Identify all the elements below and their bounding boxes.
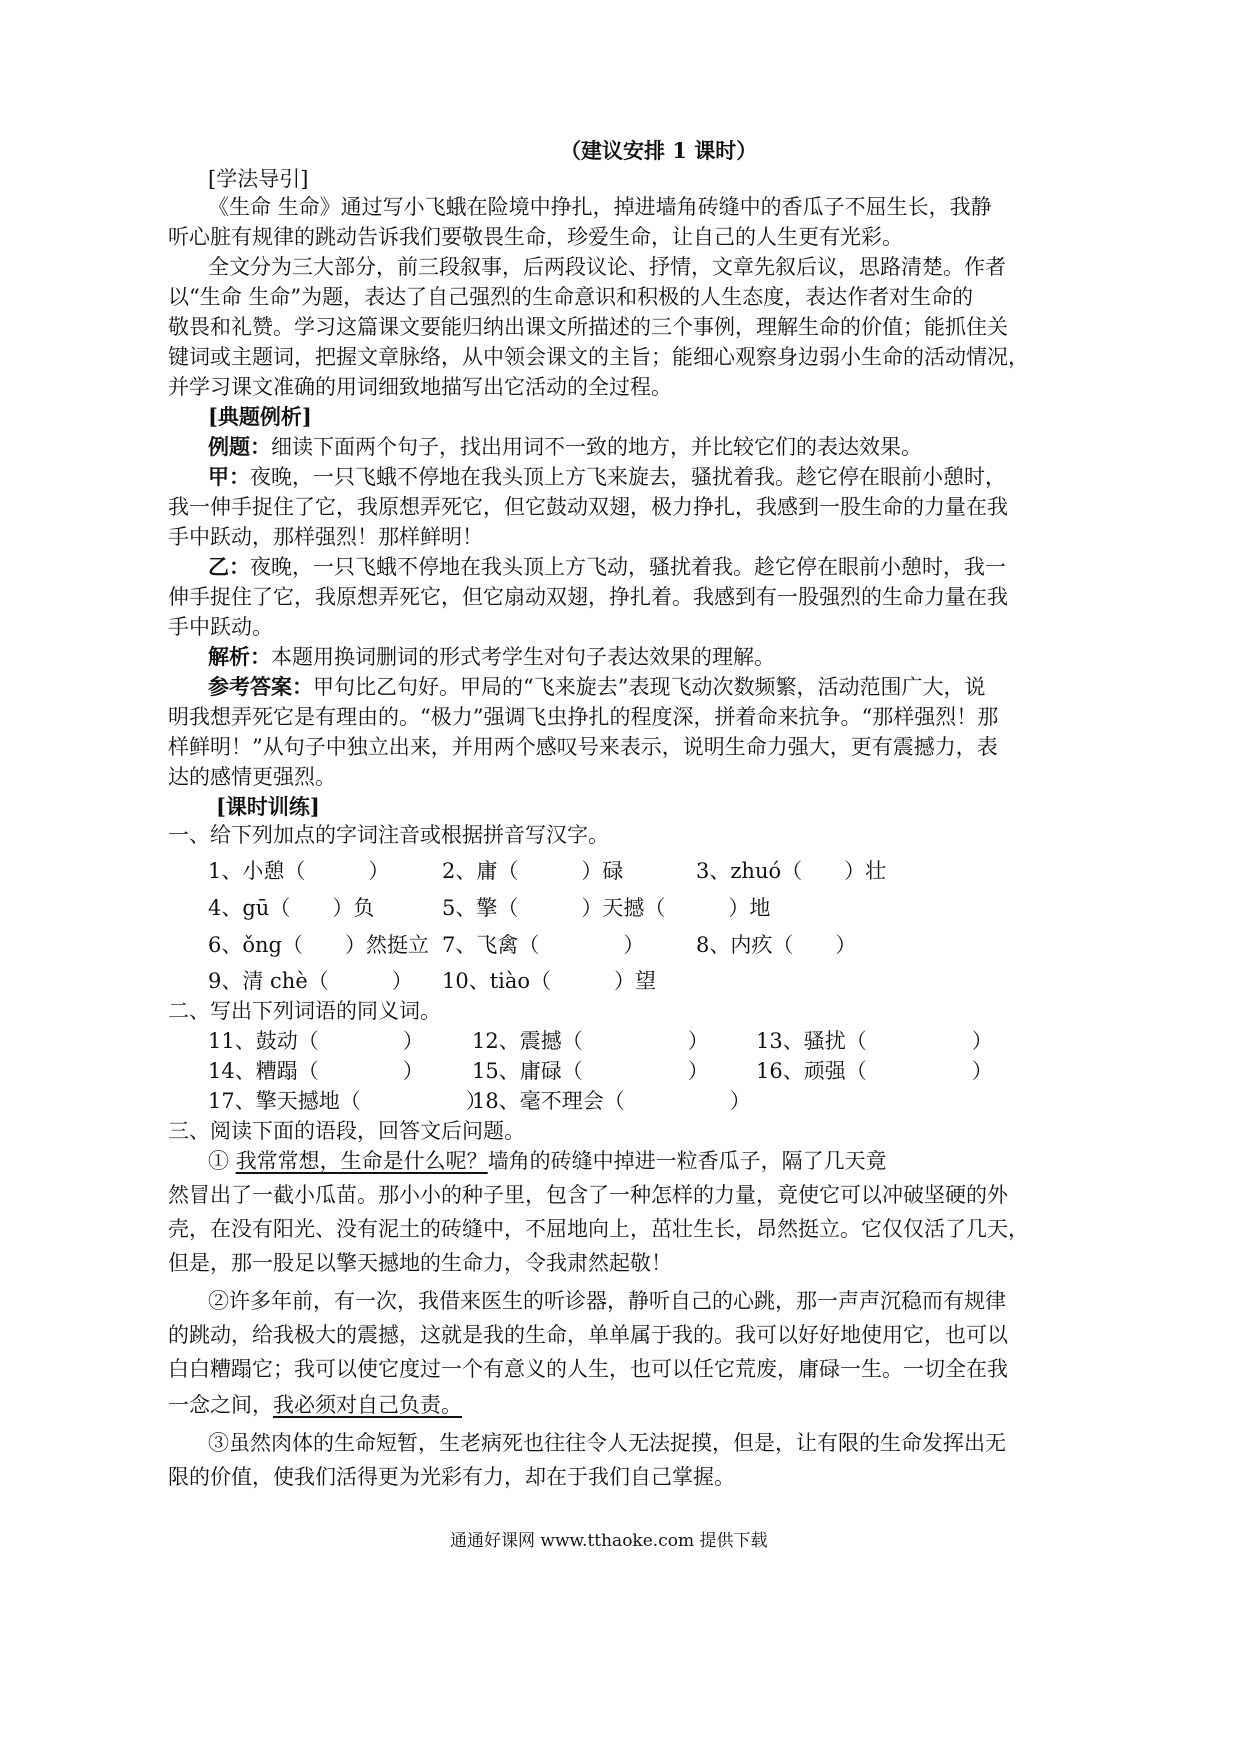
section-heading-example: [典题例析] — [208, 404, 312, 429]
jia-label: 甲： — [208, 464, 250, 489]
answer-line: 样鲜明！”从句子中独立出来，并用两个感叹号来表示，说明生命力强大，更有震撼力，表 — [168, 735, 998, 759]
paragraph-line: 听心脏有规律的跳动告诉我们要敬畏生命，珍爱生命，让自己的人生更有光彩。 — [168, 225, 903, 249]
q1-item: 10、tiào（ ）望 — [442, 969, 657, 993]
sentence-yi — [208, 552, 1006, 582]
q1-item: 3、zhuó（ ）壮 — [696, 859, 887, 883]
analysis-label: 解析： — [208, 644, 271, 669]
answer-line: 甲句比乙句好。甲局的“飞来旋去”表现飞动次数频繁，活动范围广大，说 — [313, 675, 986, 699]
reading-line: 然冒出了一截小瓜苗。那小小的种子里，包含了一种怎样的力量，竟使它可以冲破坚硬的外 — [168, 1183, 1008, 1207]
q2-item: 14、糟蹋（ ） — [208, 1059, 424, 1083]
reading-line: ②许多年前，有一次，我借来医生的听诊器，静听自己的心跳，那一声声沉稳而有规律 — [208, 1289, 1006, 1313]
section-heading-practice: [课时训练] — [216, 794, 320, 819]
answer-line: 达的感情更强烈。 — [168, 765, 336, 789]
answer-line: 明我想弄死它是有理由的。“极力”强调飞虫挣扎的程度深，拼着命来抗争。“那样强烈！那 — [168, 705, 999, 729]
yi-line: 手中跃动。 — [168, 615, 273, 639]
q1-item: 7、飞禽（ ） — [442, 933, 645, 957]
jia-line: 我一伸手捉住了它，我原想弄死它，但它鼓动双翅，极力挣扎，我感到一股生命的力量在我 — [168, 495, 1008, 519]
reading-paragraph-1 — [208, 1146, 887, 1176]
question-1-title: 一、给下列加点的字词注音或根据拼音写汉字。 — [168, 823, 609, 847]
reading-line: ③虽然肉体的生命短暂，生老病死也往往令人无法捉摸，但是，让有限的生命发挥出无 — [208, 1431, 1006, 1455]
reading-paragraph-2-end — [168, 1390, 462, 1420]
paragraph-line: 敬畏和礼赞。学习这篇课文要能归纳出课文所描述的三个事例，理解生命的价值；能抓住关 — [168, 315, 1008, 339]
q2-item: 15、庸碌（ ） — [472, 1059, 709, 1083]
yi-label: 乙： — [208, 554, 250, 579]
q1-item: 2、庸（ ）碌 — [442, 859, 624, 883]
q1-item: 8、内疚（ ） — [696, 933, 857, 957]
underlined-sentence: 我常常想，生命是什么呢？ — [235, 1149, 488, 1173]
answer-label: 参考答案： — [208, 674, 313, 699]
paragraph-line: 全文分为三大部分，前三段叙事，后两段议论、抒情，文章先叙后议，思路清楚。作者 — [208, 255, 1006, 279]
analysis — [208, 642, 775, 672]
jia-line: 夜晚，一只飞蛾不停地在我头顶上方飞来旋去，骚扰着我。趁它停在眼前小憩时， — [250, 465, 1006, 489]
q2-item: 13、骚扰（ ） — [756, 1029, 993, 1053]
q1-item: 4、gū（ ）负 — [208, 896, 375, 920]
section-heading-study-guide: [学法导引] — [208, 167, 309, 191]
question-2-title: 二、写出下列词语的同义词。 — [168, 999, 441, 1023]
reading-line: 但是，那一股足以擎天撼地的生命力，令我肃然起敬！ — [168, 1251, 672, 1275]
yi-line: 伸手捉住了它，我原想弄死它，但它扇动双翅，挣扎着。我感到有一股强烈的生命力量在我 — [168, 585, 1008, 609]
reading-line: 壳，在没有阳光、没有泥土的砖缝中，不屈地向上，茁壮生长，昂然挺立。它仅仅活了几天， — [168, 1217, 1029, 1241]
q2-item: 18、毫不理会（ ） — [472, 1089, 751, 1113]
q1-item: 6、ǒng（ ）然挺立 — [208, 933, 429, 957]
q2-item: 11、鼓动（ ） — [208, 1029, 424, 1053]
footer-text: 通通好课网 www.tthaoke.com 提供下载 — [450, 1531, 768, 1551]
paragraph-text: 一念之间， — [168, 1393, 273, 1417]
paragraph-number: ① — [208, 1149, 229, 1173]
paragraph-text: 墙角的砖缝中掉进一粒香瓜子，隔了几天竟 — [487, 1149, 887, 1173]
q2-item: 12、震撼（ ） — [472, 1029, 709, 1053]
paragraph-line: 并学习课文准确的用词细致地描写出它活动的全过程。 — [168, 375, 672, 399]
underlined-sentence: 我必须对自己负责。 — [273, 1393, 462, 1417]
q2-item: 16、顽强（ ） — [756, 1059, 993, 1083]
example-question — [208, 432, 922, 462]
example-text: 细读下面两个句子，找出用词不一致的地方，并比较它们的表达效果。 — [271, 435, 922, 459]
q1-item: 1、小憩（ ） — [208, 859, 390, 883]
reading-line: 限的价值，使我们活得更为光彩有力，却在于我们自己掌握。 — [168, 1465, 735, 1489]
reading-line: 白白糟蹋它；我可以使它度过一个有意义的人生，也可以任它荒废，庸碌一生。一切全在我 — [168, 1357, 1008, 1381]
paragraph-line: 以“生命 生命”为题，表达了自己强烈的生命意识和积极的人生态度，表达作者对生命的 — [168, 285, 974, 309]
reading-line: 的跳动，给我极大的震撼，这就是我的生命，单单属于我的。我可以好好地使用它，也可以 — [168, 1323, 1008, 1347]
question-3-title: 三、阅读下面的语段，回答文后问题。 — [168, 1119, 525, 1143]
q2-item: 17、擎天撼地（ ） — [208, 1089, 487, 1113]
yi-line: 夜晚，一只飞蛾不停地在我头顶上方飞动，骚扰着我。趁它停在眼前小憩时，我一 — [250, 555, 1006, 579]
q1-item: 5、擎（ ）天撼（ ）地 — [442, 896, 771, 920]
paragraph-line: 《生命 生命》通过写小飞蛾在险境中挣扎，掉进墙角砖缝中的香瓜子不屈生长，我静 — [208, 195, 992, 219]
answer — [208, 672, 985, 702]
analysis-text: 本题用换词删词的形式考学生对句子表达效果的理解。 — [271, 645, 775, 669]
q1-item: 9、清 chè（ ） — [208, 969, 413, 993]
jia-line: 手中跃动，那样强烈！那样鲜明！ — [168, 525, 483, 549]
page-title: （建议安排 1 课时） — [560, 138, 758, 163]
sentence-jia — [208, 462, 1006, 492]
example-label: 例题： — [208, 434, 271, 459]
paragraph-line: 键词或主题词，把握文章脉络，从中领会课文的主旨；能细心观察身边弱小生命的活动情况， — [168, 345, 1029, 369]
